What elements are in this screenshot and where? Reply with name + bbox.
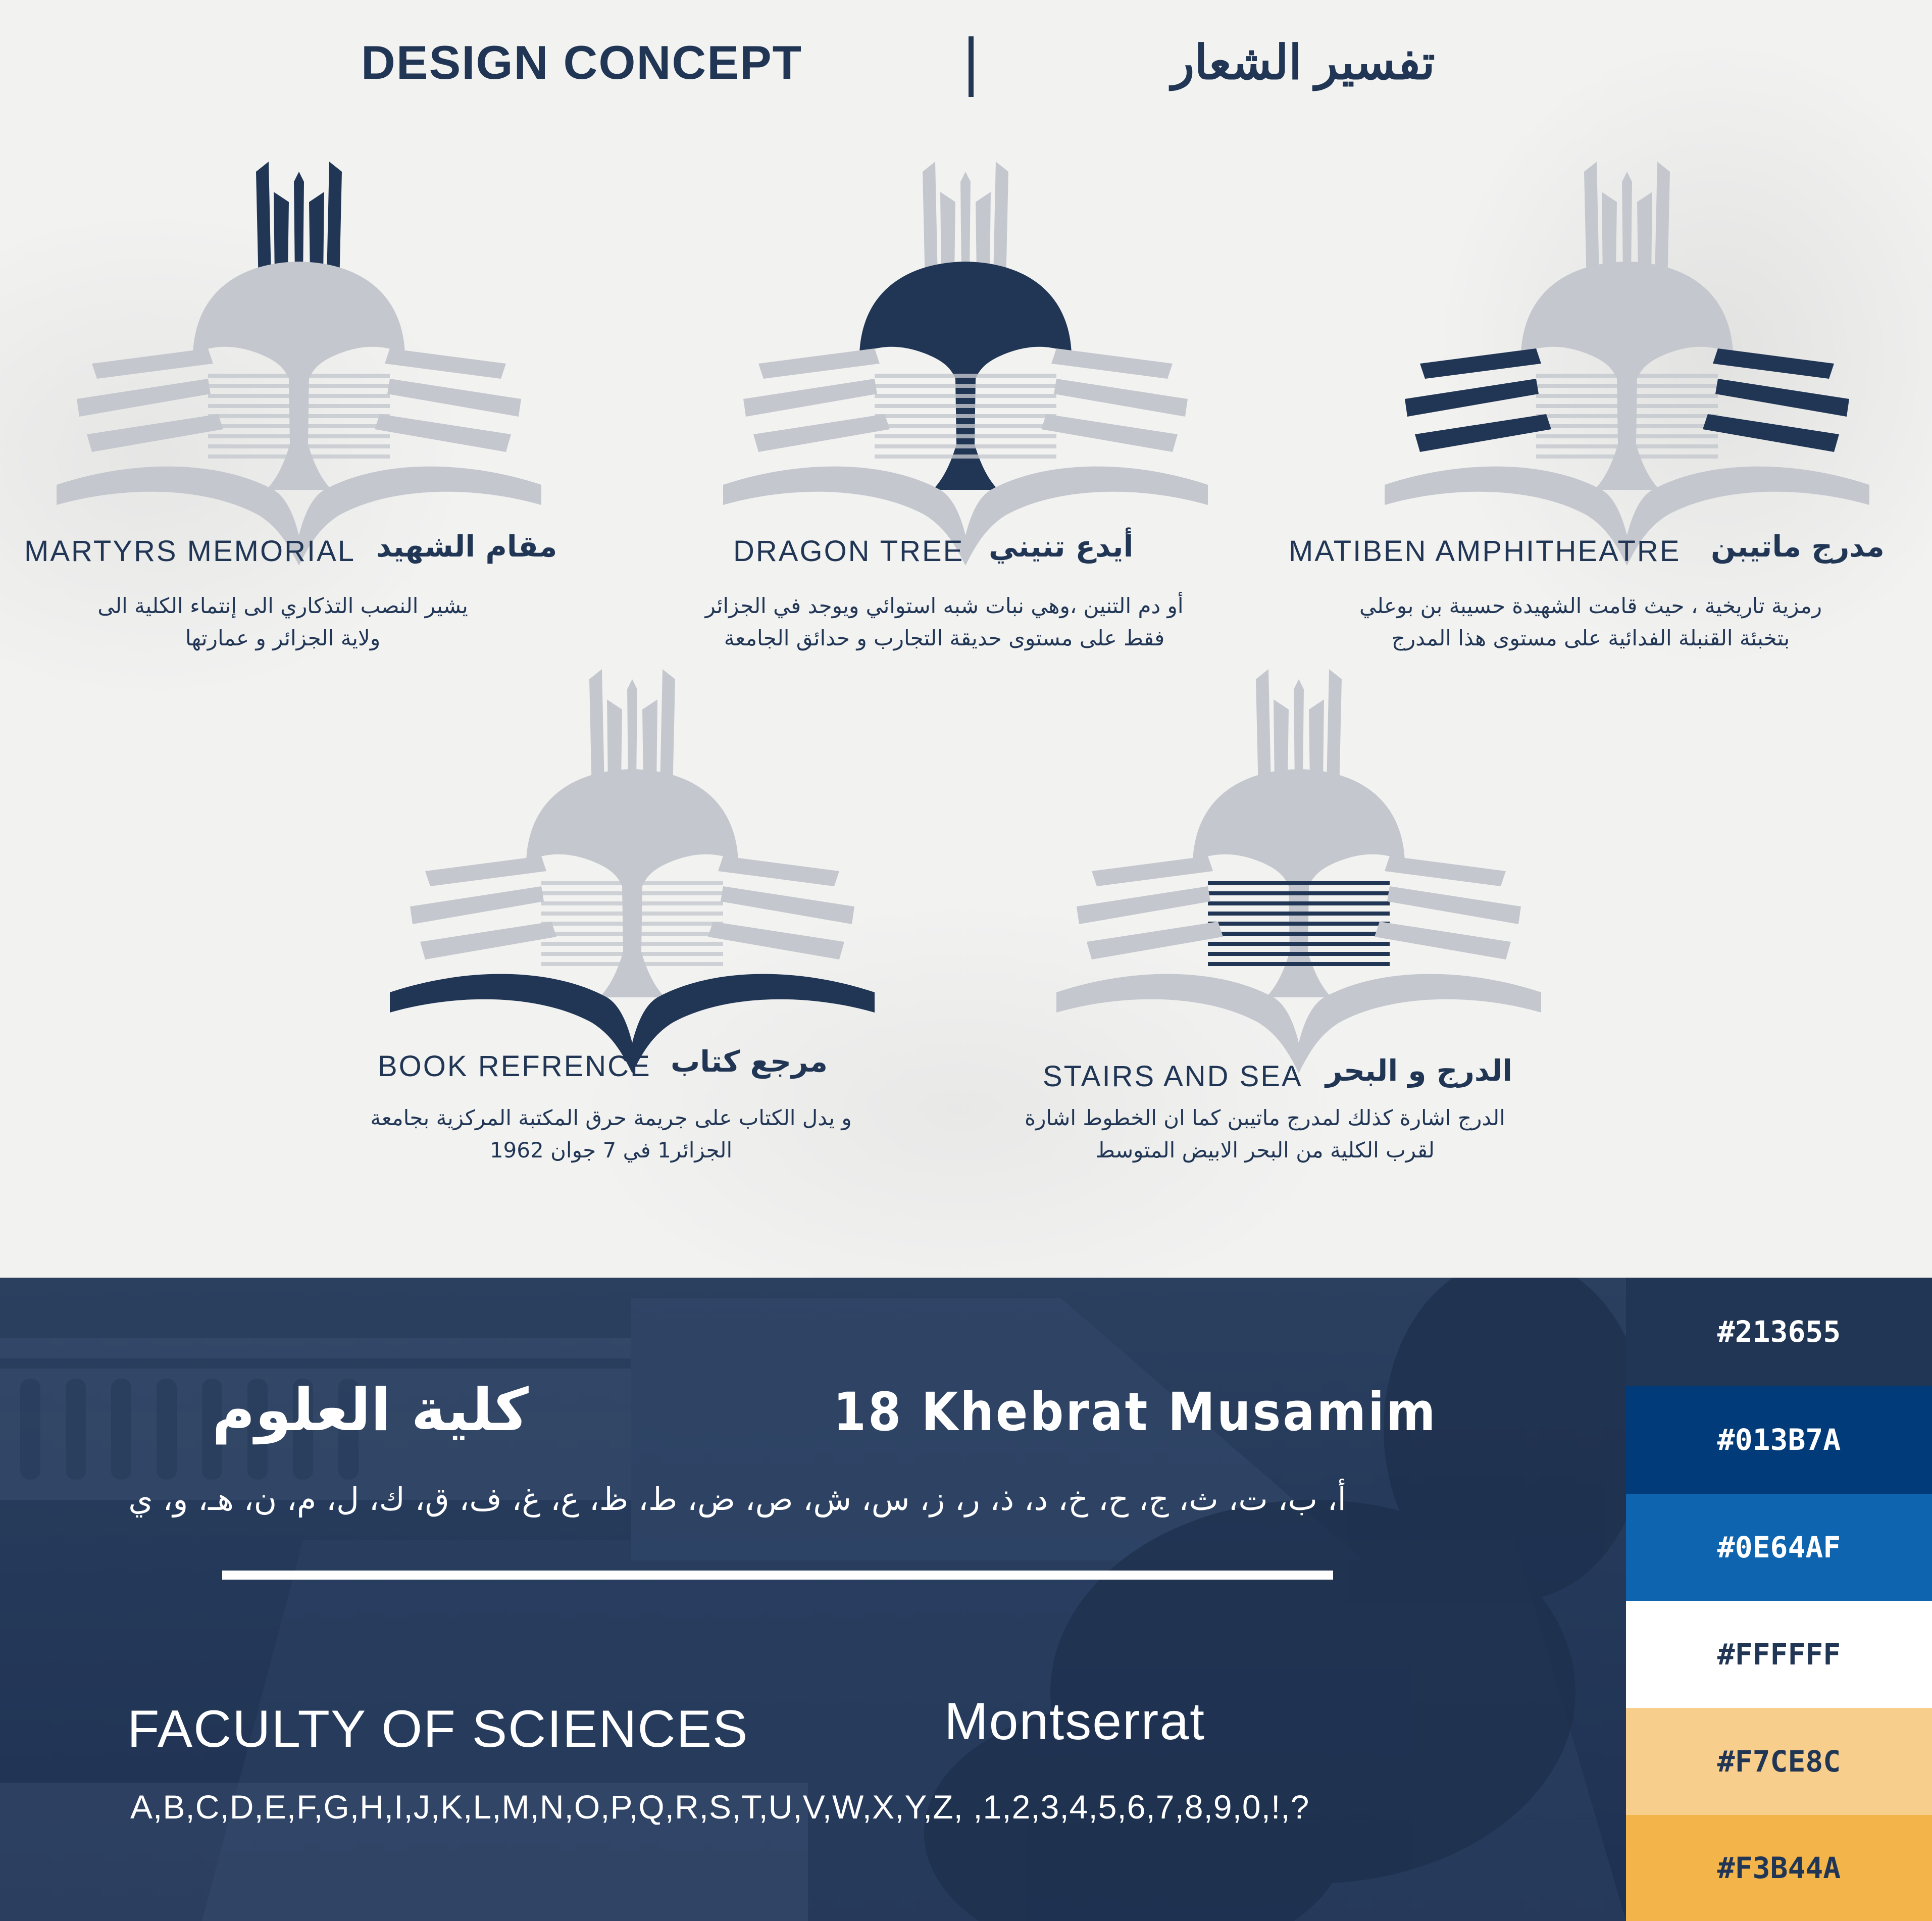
logo-matiben — [1385, 162, 1869, 576]
desc-book — [313, 1102, 909, 1167]
caption-ar-dragon: أيدع تنيني — [989, 529, 1134, 564]
swatch-label: #FFFFFF — [1717, 1637, 1841, 1672]
stairs-lines — [1208, 881, 1390, 966]
caption-ar-martyrs: مقام الشهيد — [376, 529, 557, 564]
desc-dragon — [662, 590, 1227, 654]
desc-line: فقط على مستوى حديقة التجارب و حدائق الجامعة — [724, 626, 1165, 650]
latin-font-sample: FACULTY OF SCIENCES — [127, 1700, 749, 1758]
section-divider — [222, 1571, 1333, 1580]
desc-line: و يدل الكتاب على جريمة حرق المكتبة المركزية بجامعة — [370, 1105, 852, 1130]
caption-ar-stairs: الدرج و البحر — [1326, 1053, 1513, 1088]
swatch-213655 — [1626, 1278, 1932, 1386]
title-divider — [969, 36, 974, 97]
desc-line: ولاية الجزائر و عمارتها — [185, 626, 381, 650]
swatch-f3b44a — [1626, 1815, 1932, 1921]
desc-matiben — [1318, 590, 1863, 654]
title-ar: تفسير الشعار — [1172, 36, 1435, 89]
caption-en-book: BOOK REFRENCE — [378, 1050, 651, 1083]
stairs-lines — [208, 374, 390, 459]
latin-font-name: Montserrat — [944, 1692, 1206, 1751]
desc-line: الدرج اشارة كذلك لمدرج ماتيبن كما ان الخطوط اشارة — [1025, 1105, 1505, 1130]
desc-line: بتخبئة القنبلة الفدائية على مستوى هذا المدرج — [1391, 626, 1790, 650]
desc-line: لقرب الكلية من البحر الابيض المتوسط — [1095, 1138, 1435, 1162]
latin-alphabet: A,B,C,D,E,F,G,H,I,J,K,L,M,N,O,P,Q,R,S,T,U,V,W,X,Y,Z, ,1,2,3,4,5,6,7,8,9,0,!,? — [130, 1788, 1310, 1826]
desc-line: رمزية تاريخية ، حيث قامت الشهيدة حسيبة بن بوعلي — [1359, 593, 1822, 618]
desc-stairs — [975, 1102, 1555, 1167]
logo-stairs — [1056, 669, 1541, 1083]
desc-line: يشير النصب التذكاري الى إنتماء الكلية الى — [97, 593, 468, 618]
caption-ar-book: مرجع كتاب — [671, 1044, 828, 1079]
caption-ar-matiben: مدرج ماتيبن — [1711, 529, 1885, 564]
swatch-label: #013B7A — [1717, 1423, 1841, 1457]
caption-en-matiben: MATIBEN AMPHITHEATRE — [1289, 535, 1681, 568]
desc-martyrs — [56, 590, 510, 654]
swatch-label: #213655 — [1717, 1315, 1841, 1349]
caption-en-martyrs: MARTYRS MEMORIAL — [24, 535, 356, 568]
swatch-0e64af — [1626, 1494, 1932, 1601]
stairs-lines — [1536, 374, 1718, 459]
logo-martyrs — [57, 162, 541, 576]
desc-line: الجزائر1 في 7 جوان 1962 — [489, 1138, 733, 1162]
logo-dragon — [723, 162, 1208, 576]
caption-en-stairs: STAIRS AND SEA — [1043, 1060, 1303, 1093]
swatch-label: #F3B44A — [1717, 1851, 1841, 1885]
swatch-ffffff — [1626, 1601, 1932, 1708]
title-en: DESIGN CONCEPT — [361, 36, 803, 89]
stairs-lines — [541, 881, 723, 966]
caption-en-dragon: DRAGON TREE — [733, 535, 964, 568]
swatch-label: #0E64AF — [1717, 1530, 1841, 1564]
desc-line: أو دم التنين ،وهي نبات شبه استوائي ويوجد في الجزائر — [705, 593, 1184, 618]
swatch-013b7a — [1626, 1386, 1932, 1494]
stairs-lines — [875, 374, 1056, 459]
swatch-f7ce8c — [1626, 1708, 1932, 1815]
arabic-font-name: 18 Khebrat Musamim — [833, 1381, 1438, 1443]
swatch-label: #F7CE8C — [1717, 1744, 1841, 1779]
arabic-alphabet: أ، ب، ت، ث، ج، ح، خ، د، ذ، ر، ز، س، ش، ص، ض، ط، ظ، ع، غ، ف، ق، ك، ل، م، ن، هـ، و، ي — [128, 1481, 1346, 1518]
logo-book — [390, 669, 875, 1083]
arabic-font-sample: كلية العلوم — [212, 1376, 529, 1444]
